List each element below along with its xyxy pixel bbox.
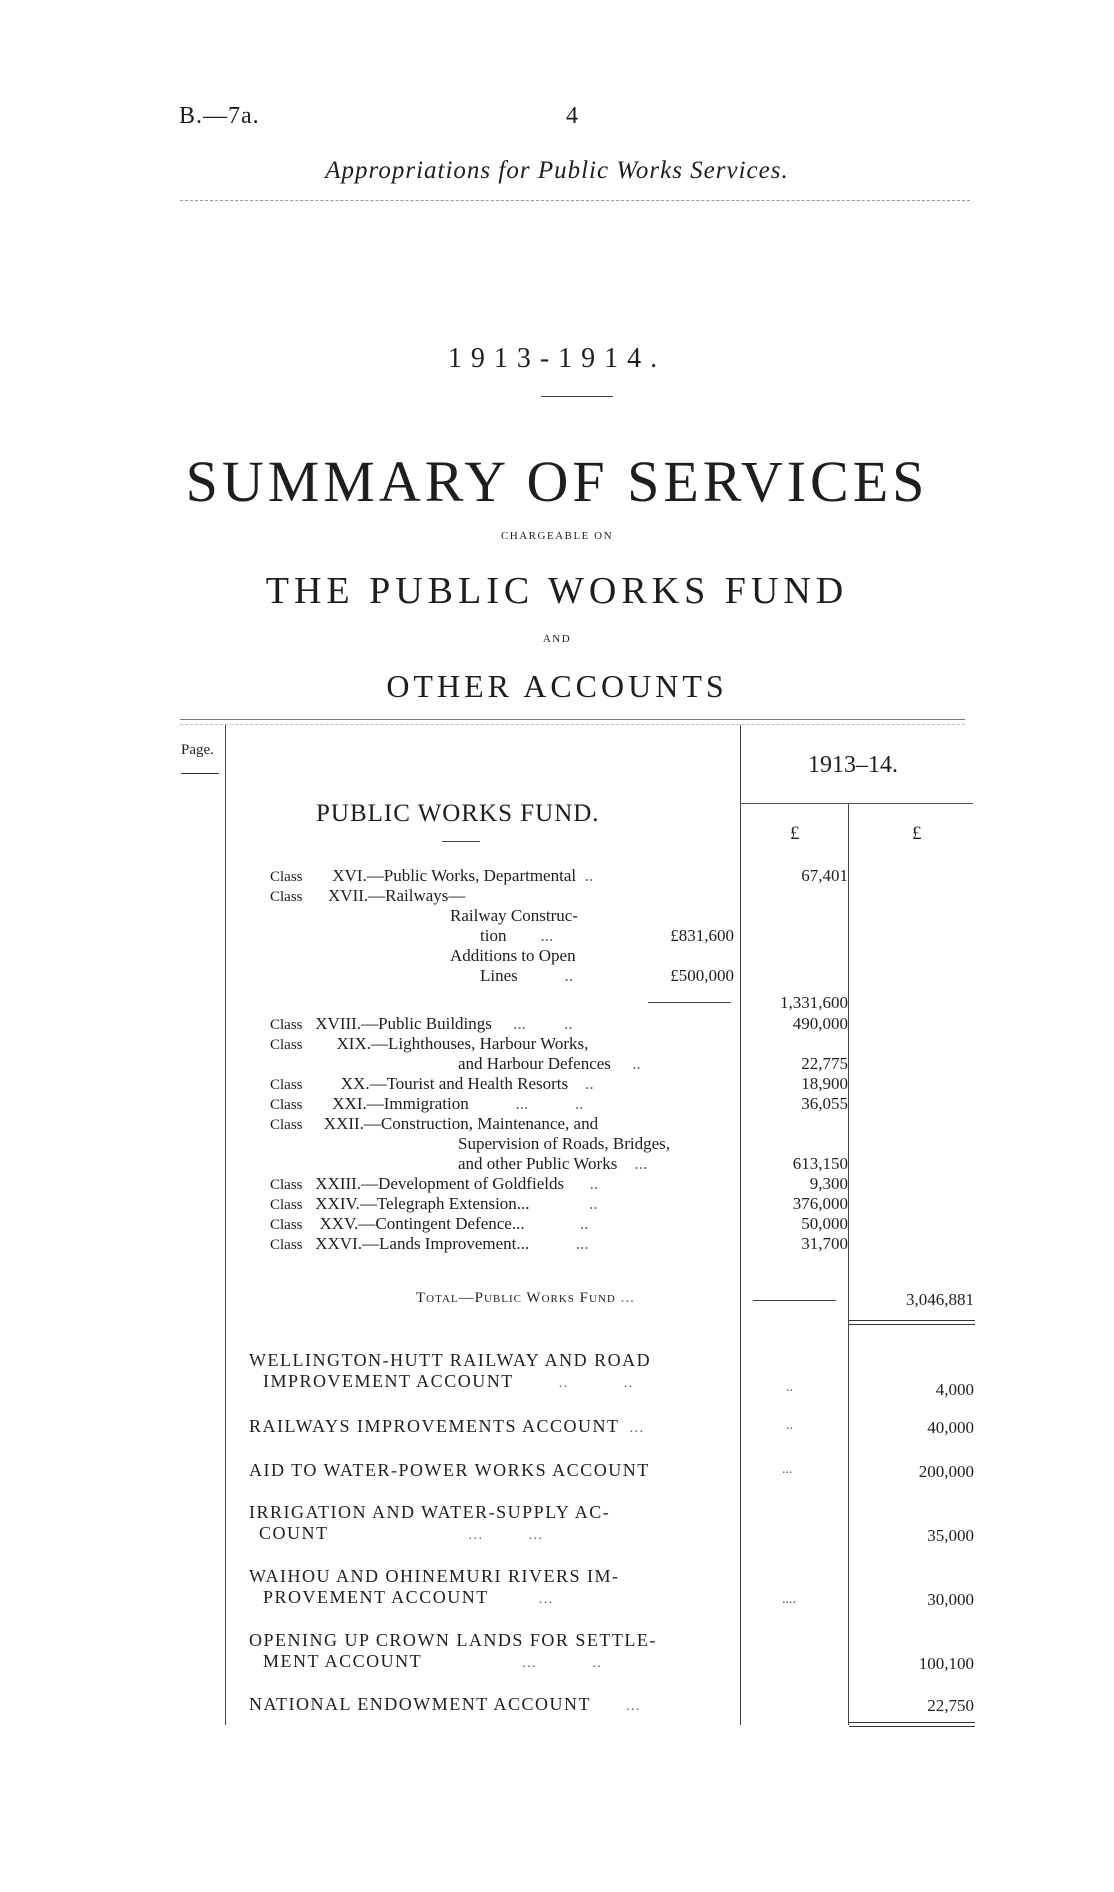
additions-label-cont: Lines .. — [480, 966, 578, 985]
table-row: Class XVIII.—Public Buildings ... .. — [270, 1014, 573, 1033]
table-row: Class XXI.—Immigration ... .. — [270, 1094, 584, 1113]
additions-amount: £500,000 — [670, 966, 734, 985]
table-row: and other Public Works ... — [458, 1154, 648, 1173]
class-amount: 22,775 — [801, 1054, 848, 1073]
final-double-rule — [849, 1722, 975, 1727]
account-amount: 22,750 — [927, 1696, 974, 1715]
table-row: Class XXII.—Construction, Maintenance, and — [270, 1114, 599, 1133]
table-top-rule — [180, 719, 965, 720]
class-amount: 50,000 — [801, 1214, 848, 1233]
account-amount: 200,000 — [918, 1462, 974, 1481]
leader-dots: .. — [786, 1418, 793, 1433]
header-rule — [180, 200, 970, 201]
railway-construction-amount: £831,600 — [670, 926, 734, 945]
leader-dots: .... — [782, 1592, 796, 1607]
account-amount: 100,100 — [918, 1654, 974, 1673]
table-row: Class XVII.—Railways— — [270, 886, 466, 905]
class-amount: 9,300 — [809, 1174, 848, 1193]
year-column-rule — [741, 803, 973, 804]
total-label: Total—Public Works Fund ... — [416, 1290, 635, 1306]
page-label-underline — [181, 773, 219, 774]
table-row: Class XXV.—Contingent Defence... .. — [270, 1214, 589, 1233]
class-amount: 376,000 — [792, 1194, 848, 1213]
other-accounts-heading: OTHER ACCOUNTS — [386, 668, 728, 704]
account-row: IRRIGATION AND WATER-SUPPLY AC- COUNT ... ... — [249, 1502, 611, 1543]
year-column-header: 1913–14. — [808, 752, 898, 778]
summary-heading: SUMMARY OF SERVICES — [185, 449, 929, 514]
table-row: Class XXIV.—Telegraph Extension... .. — [270, 1194, 598, 1213]
total-column-divider — [848, 803, 849, 1725]
currency-symbol: £ — [912, 823, 922, 844]
additions-label: Additions to Open — [450, 946, 576, 965]
class-amount: 613,150 — [792, 1154, 848, 1173]
table-row: Class XVI.—Public Works, Departmental .. — [270, 866, 594, 885]
leader-dots: .. — [786, 1380, 793, 1395]
table-top-rule-dashed — [180, 724, 965, 725]
total-double-rule — [849, 1320, 975, 1325]
account-row: WAIHOU AND OHINEMURI RIVERS IM- PROVEMENT ACCOUNT ... — [249, 1566, 620, 1607]
year-rule — [541, 396, 613, 397]
year-heading: 1913-1914. — [447, 343, 667, 374]
total-dash — [753, 1300, 836, 1301]
leader-dots: ... — [782, 1462, 793, 1477]
account-amount: 4,000 — [935, 1380, 974, 1399]
page-title: Appropriations for Public Works Services. — [325, 157, 789, 184]
account-row: NATIONAL ENDOWMENT ACCOUNT ... — [249, 1694, 641, 1714]
class-amount: 490,000 — [792, 1014, 848, 1033]
account-amount: 35,000 — [927, 1526, 974, 1545]
account-row: WELLINGTON-HUTT RAILWAY AND ROAD IMPROVEMENT ACCOUNT .. .. — [249, 1350, 652, 1391]
section-heading: PUBLIC WORKS FUND. — [316, 800, 600, 827]
class-amount: 18,900 — [801, 1074, 848, 1093]
chargeable-caption: CHARGEABLE ON — [500, 530, 614, 542]
table-row: and Harbour Defences .. — [458, 1054, 641, 1073]
page-column-divider — [225, 725, 226, 1725]
amount-column-divider — [740, 725, 741, 1725]
class-amount: 36,055 — [801, 1094, 848, 1113]
account-amount: 30,000 — [927, 1590, 974, 1609]
table-row: Supervision of Roads, Bridges, — [458, 1134, 671, 1153]
and-caption: AND — [542, 633, 572, 645]
table-row: Class XX.—Tourist and Health Resorts .. — [270, 1074, 594, 1093]
section-rule — [442, 841, 480, 842]
class-amount: 67,401 — [801, 866, 848, 885]
page-number: 4 — [566, 103, 578, 129]
table-row: Class XXIII.—Development of Goldfields .. — [270, 1174, 599, 1193]
account-row: AID TO WATER-POWER WORKS ACCOUNT — [249, 1460, 650, 1480]
account-row: OPENING UP CROWN LANDS FOR SETTLE- MENT ACCOUNT ... .. — [249, 1630, 657, 1671]
account-row: RAILWAYS IMPROVEMENTS ACCOUNT ... — [249, 1416, 645, 1436]
class-amount: 31,700 — [801, 1234, 848, 1253]
table-row: Class XXVI.—Lands Improvement... ... — [270, 1234, 589, 1253]
currency-symbol: £ — [790, 823, 800, 844]
railway-construction-label: Railway Construc- — [450, 906, 578, 925]
total-amount: 3,046,881 — [906, 1290, 974, 1309]
railway-construction-label-cont: tion ... — [480, 926, 562, 945]
document-code: B.—7a. — [179, 103, 260, 129]
fund-heading: THE PUBLIC WORKS FUND — [265, 570, 849, 612]
page-column-label: Page. — [181, 742, 214, 758]
subtotal-rule — [648, 1002, 731, 1003]
railways-subtotal: 1,331,600 — [780, 993, 848, 1012]
account-amount: 40,000 — [927, 1418, 974, 1437]
table-row: Class XIX.—Lighthouses, Harbour Works, — [270, 1034, 589, 1053]
